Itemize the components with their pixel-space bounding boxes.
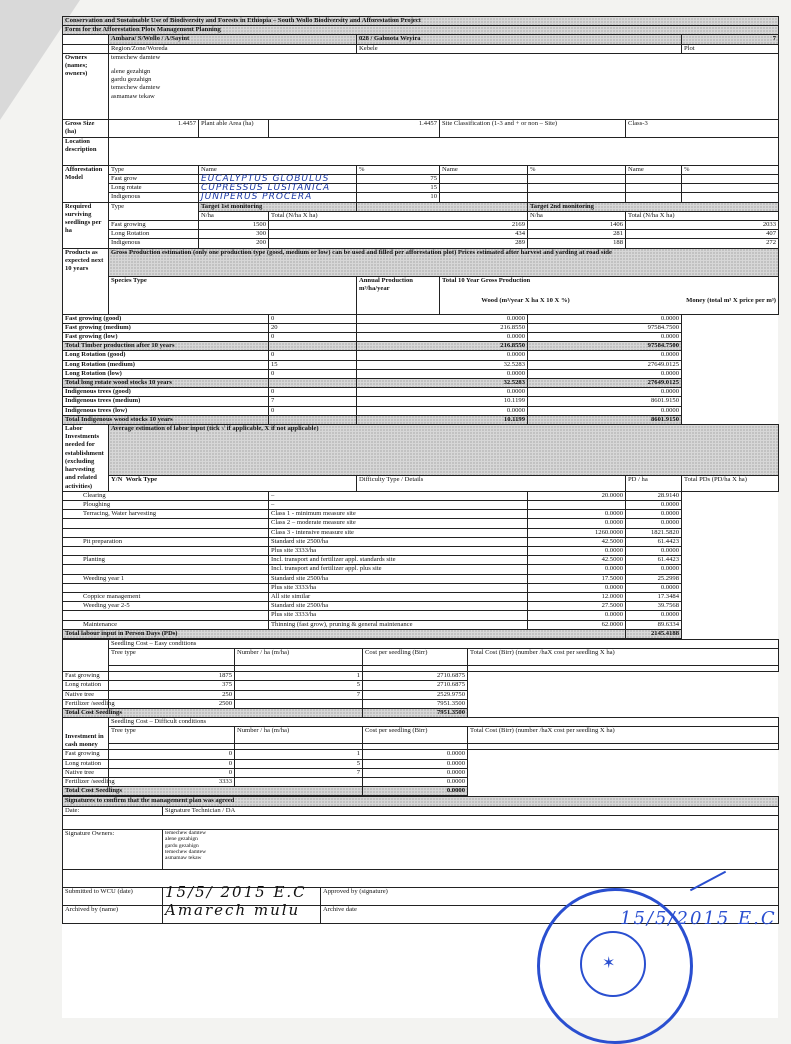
total-cost: 2710.6875 [363, 681, 468, 690]
easy-total-label: Total Cost Seedlings [63, 708, 363, 717]
pd-per-ha: 1260.0000 [528, 528, 626, 537]
tree-type: Fast growing [63, 672, 109, 681]
money-value: 27649.0125 [528, 379, 682, 388]
difficulty-detail: – [269, 500, 528, 509]
seedling-type: Indigenous [109, 239, 199, 248]
money-header: Money (total m³ X price per m³) [686, 296, 776, 304]
work-type [63, 583, 269, 592]
model-pct: 15 [357, 184, 440, 193]
production-note: Gross Production estimation (only one production type (good, medium or low) can be used and filled per afforestation plot) Prices estimated after harvest and yarding at road side [109, 248, 779, 276]
production-row [63, 351, 779, 360]
tree-type-header: Tree type [109, 727, 235, 744]
model-pct: 75 [357, 175, 440, 184]
cost-header: Cost per seedling (Birr) [363, 649, 468, 666]
species-name: Indigenous trees (medium) [63, 397, 269, 406]
location-label: Location description [63, 137, 109, 165]
submitted-label: Submitted to WCU (date) [63, 887, 163, 905]
total-pds: 17.3484 [626, 592, 682, 601]
number-per-ha: 250 [109, 690, 235, 699]
total-pds: 39.7568 [626, 602, 682, 611]
total-pds: 61.4423 [626, 556, 682, 565]
products-label: Products as expected next 10 years [63, 248, 109, 314]
work-type: Pit preparation [63, 537, 269, 546]
tree-type: Long rotation [63, 759, 109, 768]
work-type-header [109, 475, 357, 491]
date-label: Date: [63, 806, 163, 815]
total-cost: 2710.6875 [363, 672, 468, 681]
seedling-n2: 188 [528, 239, 626, 248]
labor-row [63, 546, 779, 555]
archive-date-label: Archive date [321, 905, 779, 923]
number-per-ha: 0 [109, 759, 235, 768]
plantable-area-label: Plant able Area (ha) [199, 119, 269, 137]
annual-production: 7 [269, 397, 357, 406]
species-name: Long Rotation (medium) [63, 360, 269, 369]
labor-total-label: Total labour input in Person Days (PDs) [63, 629, 626, 638]
cost-header: Cost per seedling (Birr) [363, 727, 468, 744]
model-species-name: EUCALYPTUS GLOBULUS [199, 175, 357, 184]
seedling-cost-row [63, 750, 779, 759]
main-form-table [62, 16, 779, 639]
work-type [63, 611, 269, 620]
total-pds: 0.0000 [626, 565, 682, 574]
plantable-area-value: 1.4457 [269, 119, 440, 137]
money-value: 0.0000 [528, 369, 682, 378]
tree-type-header: Tree type [109, 649, 235, 666]
seedling-n1: 1500 [199, 221, 269, 230]
seedling-total2: 272 [626, 239, 779, 248]
archived-by-name: Amarech mulu [163, 905, 321, 923]
species-name: Total Timber production after 10 years [63, 342, 269, 351]
pd-per-ha: 42.5000 [528, 556, 626, 565]
tree-type: Fertilizer /seedling [63, 777, 109, 786]
seedling-cost-row [63, 759, 779, 768]
number-header: Number / ha (m/ha) [235, 649, 363, 666]
region-value: Amhara/ S/Wollo / A/Sayint [109, 35, 357, 44]
wood-value: 0.0000 [357, 388, 528, 397]
species-name: Indigenous trees (low) [63, 406, 269, 415]
yn-header: Y/N [111, 475, 123, 483]
pd-per-ha [528, 500, 626, 509]
total-cost: 0.0000 [363, 768, 468, 777]
model-pct: 10 [357, 193, 440, 202]
model-type: Long rotate [109, 184, 199, 193]
labor-row [63, 519, 779, 528]
difficult-total-label: Total Cost Seedlings [63, 787, 363, 796]
labor-row [63, 510, 779, 519]
money-value: 0.0000 [528, 333, 682, 342]
difficulty-detail: Standard site 2500/ha [269, 537, 528, 546]
wood-value: 0.0000 [357, 369, 528, 378]
model-pct-header-3: % [682, 165, 779, 174]
total-cost-header: Total Cost (Birr) (number /haX cost per seedling X ha) [468, 727, 779, 744]
species-type-header: Species Type [109, 276, 357, 314]
site-classification-label: Site Classification (1-3 and + or non – Site) [440, 119, 626, 137]
difficulty-detail: Plus site 3333/ha [269, 546, 528, 555]
form-title: Conservation and Sustainable Use of Biodiversity and Forests in Ethiopia – South Wollo Biodiversity and Afforestation Project [63, 17, 779, 26]
n-ha-header-2: N/ha [528, 211, 626, 220]
money-value: 0.0000 [528, 388, 682, 397]
seedling-total1: 289 [269, 239, 528, 248]
work-type: Maintenance [63, 620, 269, 629]
species-name: Long Rotation (low) [63, 369, 269, 378]
technician-signature-label: Signature Technician / DA [163, 806, 779, 815]
tree-type: Long rotation [63, 681, 109, 690]
target-1-filler [357, 202, 528, 211]
work-type: Planting [63, 556, 269, 565]
labor-row [63, 620, 779, 629]
model-name-header-2: Name [440, 165, 528, 174]
cost-per-seedling [235, 777, 363, 786]
labor-row [63, 565, 779, 574]
difficult-title: Seedling Cost – Difficult conditions [109, 718, 779, 727]
labor-row [63, 574, 779, 583]
total-pds: 0.0000 [626, 519, 682, 528]
total-cost: 7951.3500 [363, 699, 468, 708]
labor-label: Labor Investments needed for establishment (excluding harvesting and related activities) [63, 425, 109, 492]
labor-row [63, 537, 779, 546]
labor-row [63, 611, 779, 620]
difficulty-detail: Class 1 - minimum measure site [269, 510, 528, 519]
work-type [63, 519, 269, 528]
gross-size-label: Gross Size (ha) [63, 119, 109, 137]
total-pds: 61.4423 [626, 537, 682, 546]
seedling-cost-table [62, 639, 779, 796]
labor-row [63, 592, 779, 601]
wood-value: 216.8550 [357, 323, 528, 332]
total-cost: 0.0000 [363, 759, 468, 768]
difficulty-detail: Thinning (fast grow), pruning & general maintenance [269, 620, 528, 629]
pd-per-ha: 12.0000 [528, 592, 626, 601]
model-name-header-3: Name [626, 165, 682, 174]
target-1-header: Target 1st monitoring [199, 202, 357, 211]
ten-year-title: Total 10 Year Gross Production [442, 276, 531, 284]
signature-owner: temechew damtew [165, 849, 207, 856]
wood-value: 0.0000 [357, 314, 528, 323]
seedlings-label: Required surviving seedlings per ha [63, 202, 109, 248]
total-pds: 1821.5820 [626, 528, 682, 537]
owners-label: Owners (names; owners) [63, 53, 109, 119]
wood-value: 10.1199 [357, 415, 528, 424]
seedling-n2: 1406 [528, 221, 626, 230]
difficulty-detail: Incl. transport and fertilizer appl. standards site [269, 556, 528, 565]
cost-per-seedling: 7 [235, 690, 363, 699]
approved-label: Approved by (signature) [321, 887, 779, 905]
stamp-date: 15/5/2015 E.C [620, 908, 777, 929]
difficult-total-value: 0.0000 [363, 787, 468, 796]
total-cost-header: Total Cost (Birr) (number /haX cost per seedling X ha) [468, 649, 779, 666]
signature-owners-list [163, 829, 779, 869]
difficulty-detail: Plus site 3333/ha [269, 611, 528, 620]
seedling-total1: 2169 [269, 221, 528, 230]
pd-per-ha: 0.0000 [528, 510, 626, 519]
total-cost: 2529.9750 [363, 690, 468, 699]
annual-production: 0 [269, 406, 357, 415]
signature-table [62, 796, 779, 923]
wood-value: 0.0000 [357, 351, 528, 360]
model-type: Indigenous [109, 193, 199, 202]
tree-type: Native tree [63, 690, 109, 699]
production-row [63, 342, 779, 351]
species-name: Fast growing (medium) [63, 323, 269, 332]
labor-row [63, 556, 779, 565]
tree-type: Fertilizer /seedling [63, 699, 109, 708]
owner-name: temechew damtew [111, 53, 161, 61]
labor-row [63, 602, 779, 611]
money-value: 0.0000 [528, 314, 682, 323]
production-row [63, 388, 779, 397]
money-value: 97584.7500 [528, 323, 682, 332]
production-row [63, 415, 779, 424]
annual-production: 0 [269, 388, 357, 397]
annual-production: 20 [269, 323, 357, 332]
seedling-total1: 434 [269, 230, 528, 239]
model-name-header: Name [199, 165, 357, 174]
signature-owner: alene gezahign [165, 836, 198, 843]
site-classification-value: Class-3 [626, 119, 779, 137]
signatures-title: Signatures to confirm that the management plan was agreed [63, 797, 779, 806]
pd-per-ha: 62.0000 [528, 620, 626, 629]
seedling-cost-row [63, 768, 779, 777]
annual-production [269, 415, 357, 424]
cost-per-seedling: 5 [235, 759, 363, 768]
money-value: 0.0000 [528, 351, 682, 360]
pd-per-ha: 0.0000 [528, 611, 626, 620]
signature-owner: asmamaw tekaw [165, 855, 202, 862]
annual-production [269, 379, 357, 388]
total-header-2: Total (N/ha X ha) [626, 211, 779, 220]
annual-production [269, 342, 357, 351]
money-value: 8601.9150 [528, 415, 682, 424]
number-per-ha: 375 [109, 681, 235, 690]
owner-name: alene gezahign [111, 68, 151, 76]
kebele-label: Kebele [357, 44, 682, 53]
total-pds: 0.0000 [626, 510, 682, 519]
seedling-total2: 2033 [626, 221, 779, 230]
number-per-ha: 1875 [109, 672, 235, 681]
total-pds: 0.0000 [626, 611, 682, 620]
owner-name: temechew damtew [111, 84, 161, 92]
owners-list [109, 53, 779, 119]
pd-per-ha: 0.0000 [528, 583, 626, 592]
annual-production: 0 [269, 351, 357, 360]
total-cost: 0.0000 [363, 750, 468, 759]
pd-per-ha: 0.0000 [528, 519, 626, 528]
seedling-cost-row [63, 699, 779, 708]
difficulty-detail: Class 2 – moderate measure site [269, 519, 528, 528]
signature-owner: temechew damtew [165, 829, 207, 836]
work-type [63, 528, 269, 537]
difficulty-detail: Standard site 2500/ha [269, 574, 528, 583]
production-row [63, 369, 779, 378]
species-name: Total long rotate wood stocks 10 years [63, 379, 269, 388]
species-name: Long Rotation (good) [63, 351, 269, 360]
species-name: Indigenous trees (good) [63, 388, 269, 397]
seedling-type: Fast growing [109, 221, 199, 230]
species-name: Fast growing (low) [63, 333, 269, 342]
wood-value: 216.8550 [357, 342, 528, 351]
difficulty-detail: All site similar [269, 592, 528, 601]
pd-per-ha: 27.5000 [528, 602, 626, 611]
wood-value: 10.1199 [357, 397, 528, 406]
tree-type: Native tree [63, 768, 109, 777]
model-type: Fast grow [109, 175, 199, 184]
submitted-date: 15/5/ 2015 E.C [163, 887, 321, 905]
afforestation-model-label: Afforestation Model [63, 165, 109, 202]
species-name: Fast growing (good) [63, 314, 269, 323]
owner-name: gardu gezahign [111, 76, 152, 84]
difficulty-header: Difficulty Type / Details [357, 475, 626, 491]
total-cost: 0.0000 [363, 777, 468, 786]
pd-per-ha: 17.5000 [528, 574, 626, 583]
annual-production: 15 [269, 360, 357, 369]
signature-owner: gardu gezahign [165, 842, 199, 849]
money-value: 0.0000 [528, 406, 682, 415]
work-type: Coppice management [63, 592, 269, 601]
money-value: 8601.9150 [528, 397, 682, 406]
production-row [63, 406, 779, 415]
n-ha-header: N/ha [199, 211, 269, 220]
total-pds: 89.6334 [626, 620, 682, 629]
region-label: Region/Zone/Woreda [109, 44, 357, 53]
easy-title: Seedling Cost – Easy conditions [109, 639, 779, 648]
seedling-cost-row [63, 681, 779, 690]
form-subtitle: Form for the Afforestation Plots Management Planning [63, 26, 779, 35]
kebele-code: 028 / Gabnota Weyira [357, 35, 682, 44]
seedling-n1: 200 [199, 239, 269, 248]
difficulty-detail: – [269, 491, 528, 500]
wood-value: 32.5283 [357, 379, 528, 388]
work-type: Clearing [63, 491, 269, 500]
seedling-type-header: Type [109, 202, 199, 220]
signature-owners-label: Signature Owners: [63, 829, 163, 869]
number-per-ha: 0 [109, 768, 235, 777]
location-value [109, 137, 779, 165]
production-row [63, 360, 779, 369]
total-header: Total (N/ha X ha) [269, 211, 528, 220]
cost-per-seedling [235, 699, 363, 708]
investment-label: Investment in cash money [63, 718, 109, 750]
number-per-ha: 0 [109, 750, 235, 759]
total-pds-header: Total PDs (PD/ha X ha) [682, 475, 779, 491]
number-per-ha: 3333 [109, 777, 235, 786]
work-type: Weeding year 1 [63, 574, 269, 583]
wood-value: 0.0000 [357, 333, 528, 342]
wood-value: 32.5283 [357, 360, 528, 369]
difficulty-detail: Incl. transport and fertilizer appl. plus site [269, 565, 528, 574]
money-value: 27649.0125 [528, 360, 682, 369]
owner-name: asmamaw tekaw [111, 92, 155, 100]
cost-per-seedling: 5 [235, 681, 363, 690]
pd-ha-header: PD / ha [626, 475, 682, 491]
annual-production: 0 [269, 333, 357, 342]
seedling-cost-row [63, 777, 779, 786]
seedling-type: Long Rotation [109, 230, 199, 239]
total-pds: 0.0000 [626, 546, 682, 555]
production-row [63, 323, 779, 332]
number-header: Number / ha (m/ha) [235, 727, 363, 744]
labor-row [63, 491, 779, 500]
difficulty-detail: Class 3 - intensive measure site [269, 528, 528, 537]
plot-label: Plot [682, 44, 779, 53]
wood-value: 0.0000 [357, 406, 528, 415]
labor-note: Average estimation of labor input (tick √ if applicable, X if not applicable) [109, 425, 779, 476]
money-value: 97584.7500 [528, 342, 682, 351]
pd-per-ha: 20.0000 [528, 491, 626, 500]
tree-type: Fast growing [63, 750, 109, 759]
cost-per-seedling: 1 [235, 750, 363, 759]
cost-per-seedling: 1 [235, 672, 363, 681]
total-pds: 0.0000 [626, 500, 682, 509]
production-row [63, 333, 779, 342]
production-row [63, 379, 779, 388]
archived-by-label: Archived by (name) [63, 905, 163, 923]
ten-year-header [440, 276, 779, 314]
work-type: Ploughing [63, 500, 269, 509]
total-pds: 28.9140 [626, 491, 682, 500]
seedling-total2: 407 [626, 230, 779, 239]
cost-per-seedling: 7 [235, 768, 363, 777]
labor-row [63, 583, 779, 592]
total-pds: 25.2998 [626, 574, 682, 583]
model-type-header: Type [109, 165, 199, 174]
work-header: Work Type [125, 475, 158, 483]
model-pct-header-2: % [528, 165, 626, 174]
number-per-ha: 2500 [109, 699, 235, 708]
annual-production: 0 [269, 369, 357, 378]
seedling-cost-row [63, 690, 779, 699]
model-pct-header: % [357, 165, 440, 174]
work-type: Terracing, Water harvesting [63, 510, 269, 519]
star-icon: ✶ [602, 955, 616, 972]
production-row [63, 314, 779, 323]
annual-production-header: Annual Production m³/ha/year [357, 276, 440, 314]
management-plan-form [62, 16, 778, 1018]
work-type: Weeding year 2-5 [63, 602, 269, 611]
pd-per-ha: 0.0000 [528, 546, 626, 555]
seedling-cost-row [63, 672, 779, 681]
wood-header: Wood (m³/year X ha X 10 X %) [481, 296, 570, 304]
model-species-name: CUPRESSUS LUSITANICA [199, 184, 357, 193]
target-2-header: Target 2nd monitoring [528, 202, 779, 211]
work-type [63, 546, 269, 555]
easy-total-value: 7951.3500 [363, 708, 468, 717]
seedling-n2: 281 [528, 230, 626, 239]
work-type [63, 565, 269, 574]
annual-production: 0 [269, 314, 357, 323]
difficulty-detail: Plus site 3333/ha [269, 583, 528, 592]
labor-total-value: 2145.4188 [626, 629, 682, 638]
difficulty-detail: Standard site 2500/ha [269, 602, 528, 611]
seedling-n1: 300 [199, 230, 269, 239]
total-pds: 0.0000 [626, 583, 682, 592]
gross-size-value: 1.4457 [109, 119, 199, 137]
species-name: Total Indigenous wood stocks 10 years [63, 415, 269, 424]
model-species-name: JUNIPERUS PROCERA [199, 193, 357, 202]
pd-per-ha: 42.5000 [528, 537, 626, 546]
pd-per-ha: 0.0000 [528, 565, 626, 574]
labor-row [63, 500, 779, 509]
production-row [63, 397, 779, 406]
plot-number: 7 [682, 35, 779, 44]
labor-row [63, 528, 779, 537]
